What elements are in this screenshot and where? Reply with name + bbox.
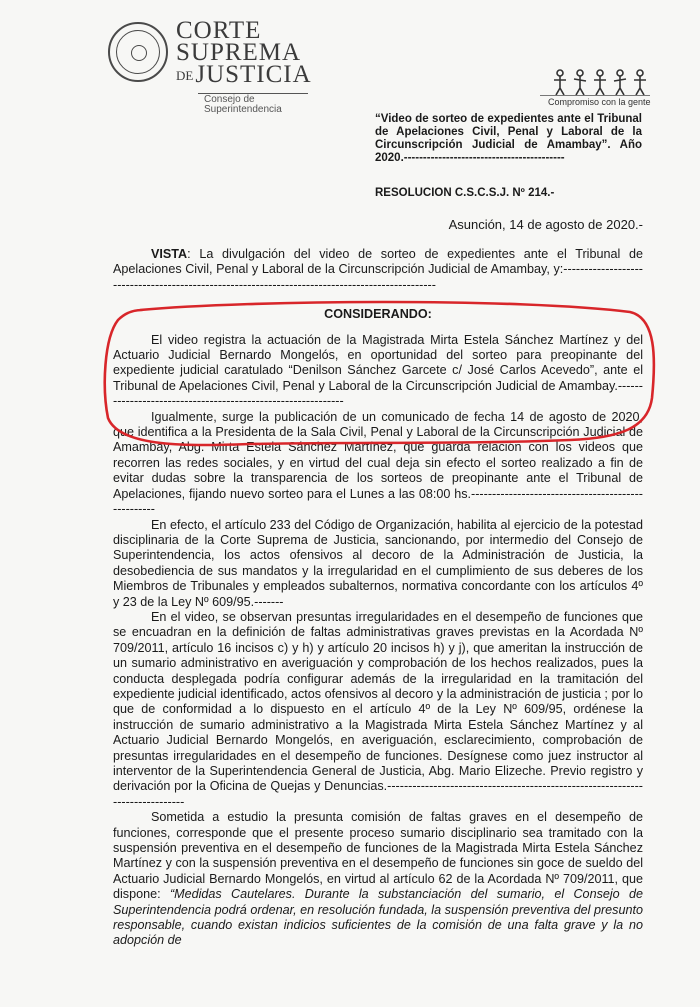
paragraph-5 bbox=[113, 810, 643, 949]
people-logo-icon bbox=[550, 68, 650, 98]
brand-line-3 bbox=[176, 61, 312, 88]
council-line-2: Superintendencia bbox=[204, 104, 282, 115]
brand-line-1: CORTE bbox=[176, 17, 262, 44]
vista-paragraph bbox=[113, 247, 643, 293]
brand-de: DE bbox=[176, 68, 194, 83]
paragraph-2: Igualmente, surge la publicación de un comunicado de fecha 14 de agosto de 2020, que identifica a la Presidenta de la Sala Civil, Penal y Laboral de la Circunscripción Judicial de Amambay, Abg. Mirta Estela Sánchez Martínez, que guarda relación con los videos que recorren las redes sociales, y en virtud del cual deja sin efecto el sorteo realizado a fin de evitar dudas sobre la transparencia de los sorteos de preopinante ante el Tribunal de Apelaciones, fijando nuevo sorteo para el Lunes a las 08:00 hs.--------------------------------------------------- bbox=[113, 409, 643, 517]
paragraph-4: En el video, se observan presuntas irregularidades en el desempeño de funciones que se encuadran en la definición de faltas administrativas graves previstas en la Acordada Nº 709/2011, artículo 16 incisos c) y h) y artículo 20 incisos h) y j), que ameritan la instrucción de un sumario administrativo en averiguación y comprobación de los hechos realizados, pues la conducta desplegada podría configurar además de la irregularidad en la tramitación del expediente judicial identificado, actos ofensivos al decoro y la administración de justicia ; por lo que de conformidad a lo dispuesto en el artículo 4º de la Ley Nº 609/95, ordénese la instrucción de sumario administrativo a la Magistrada Mirta Estela Sánchez Martínez y al Actuario Judicial Bernardo Mongelós, en averiguación, esclarecimiento, comprobación de presuntas irregularidades en el desempeño de funciones. Desígnese como juez instructor al interventor de la Superintendencia General de Justicia, Abg. Mario Elizeche. Previo registro y derivación por la Oficina de Quejas y Denuncias.------------------------------------------------------------------------------ bbox=[113, 609, 643, 809]
resolution-number: RESOLUCION C.S.C.S.J. Nº 214.- bbox=[375, 187, 555, 199]
tagline: Compromiso con la gente bbox=[548, 97, 651, 107]
date-line: Asunción, 14 de agosto de 2020.- bbox=[448, 217, 643, 232]
vista-label: VISTA bbox=[151, 247, 188, 261]
council-line-1: Consejo de bbox=[204, 94, 255, 105]
tagline-divider bbox=[540, 95, 650, 96]
vista-text: : La divulgación del video de sorteo de expedientes ante el Tribunal de Apelaciones Civil, Penal y Laboral de la Circunscripción Judicial de Amambay, y:------------------------------------------------------------------------------------------------ bbox=[113, 247, 643, 292]
council-label bbox=[204, 95, 282, 115]
citation-text: “Medidas Cautelares. Durante la substanciación del sumario, el Consejo de Superintendencia podrá ordenar, en resolución fundada, la suspensión preventiva del presunto responsable, cuando existan indicios suficientes de la comisión de una falta grave y la no adopción de bbox=[113, 887, 643, 948]
people-figures-icon bbox=[550, 68, 650, 98]
document-subject: “Video de sorteo de expedientes ante el Tribunal de Apelaciones Civil, Penal y Laboral de la Circunscripción Judicial de Amambay”. Año 2020.------------------------------------------ bbox=[375, 113, 642, 164]
considerando-heading: CONSIDERANDO: bbox=[324, 307, 432, 322]
brand-line-2: SUPREMA bbox=[176, 39, 302, 66]
paragraph-3: En efecto, el artículo 233 del Código de Organización, habilita al ejercicio de la potestad disciplinaria de la Corte Suprema de Justicia, sancionando, por intermedio del Consejo de Superintendencia, los actos ofensivos al decoro de la Administración de Justicia, la desobediencia de sus mandatos y la irregularidad en el cumplimiento de sus deberes de los Miembros de Tribunales y empleados subalternos, normativa concordante con los artículos 4º y 23 de la Ley Nº 609/95.------- bbox=[113, 517, 643, 609]
coat-of-arms-seal-icon bbox=[108, 22, 168, 82]
brand-justicia: JUSTICIA bbox=[195, 61, 312, 88]
paragraph-1: El video registra la actuación de la Magistrada Mirta Estela Sánchez Martínez y del Actuario Judicial Bernardo Mongelós, en oportunidad del sorteo para preopinante del expediente judicial caratulado “Denilson Sánchez Garcete c/ José Carlos Acevedo”, ante el Tribunal de Apelaciones Civil, Penal y Laboral de la Circunscripción Judicial de Amambay.------------------------------------------------------------- bbox=[113, 332, 643, 409]
court-brand bbox=[176, 17, 312, 88]
document-body bbox=[113, 247, 643, 949]
paragraph-5-text: Sometida a estudio la presunta comisión de faltas graves en el desempeño de funciones, corresponde que el presente proceso sumario disciplinario sea tramitado con la suspensión preventiva en el desempeño de funciones de la Magistrada Mirta Estela Sánchez Martínez y con la suspensión preventiva en el desempeño de funciones sin goce de sueldo del Actuario Judicial Bernardo Mongelós, en virtud al artículo 62 de la Acordada Nº 709/2011, que dispone: bbox=[113, 810, 643, 902]
